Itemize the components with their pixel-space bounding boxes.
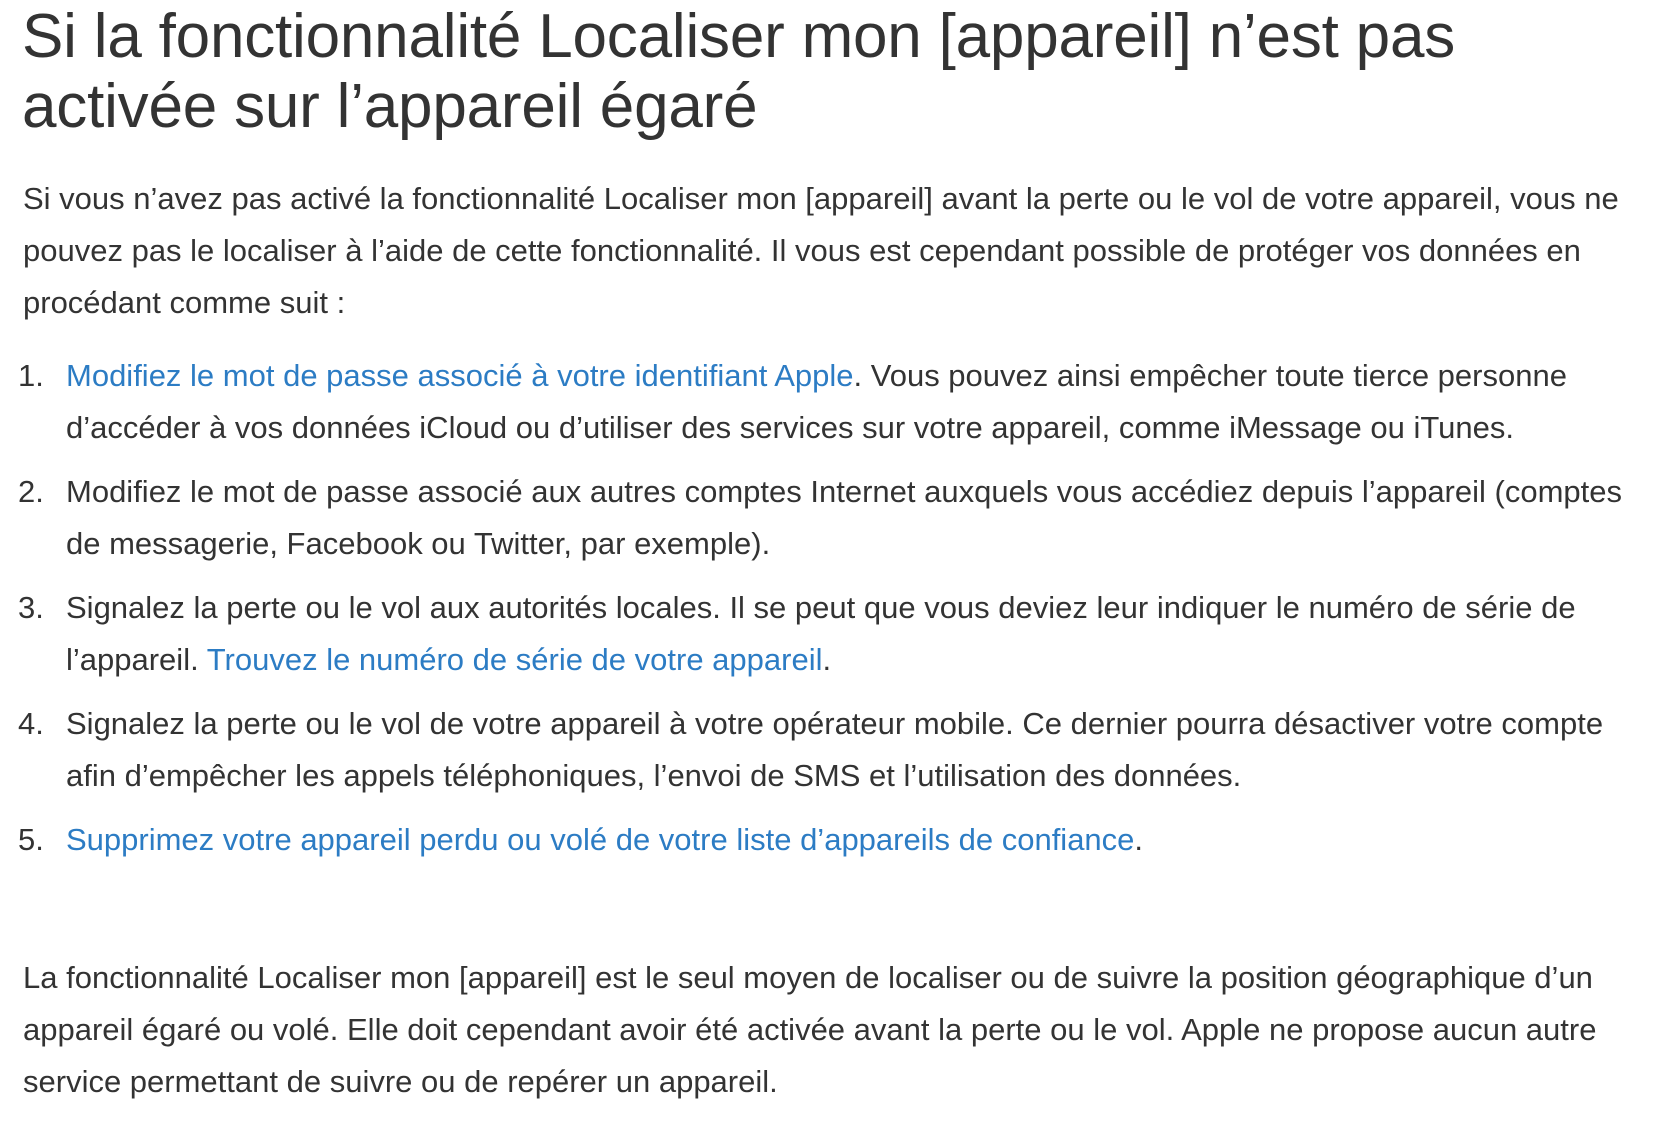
list-item-step-1 xyxy=(18,350,1658,454)
step-text: Signalez la perte ou le vol aux autorités locales. Il se peut que vous deviez leur indiquer le numéro de série de l’appareil. xyxy=(66,590,1576,677)
step-text: Modifiez le mot de passe associé aux autres comptes Internet auxquels vous accédiez depuis l’appareil (comptes de messagerie, Facebook ou Twitter, par exemple). xyxy=(66,474,1622,561)
step-number: 4. xyxy=(18,706,44,741)
step-text: Signalez la perte ou le vol de votre appareil à votre opérateur mobile. Ce dernier pourra désactiver votre compte afin d’empêcher les appels téléphoniques, l’envoi de SMS et l’utilisation des données. xyxy=(66,706,1604,793)
list-item-step-2 xyxy=(18,466,1658,570)
step-number: 5. xyxy=(18,822,44,857)
step-text: . xyxy=(1134,822,1144,857)
intro-paragraph: Si vous n’avez pas activé la fonctionnalité Localiser mon [appareil] avant la perte ou le vol de votre appareil, vous ne pouvez pas le localiser à l’aide de cette fonctionnalité. Il vous est cependant possible de protéger vos données en procédant comme suit : xyxy=(23,181,1619,320)
step-number: 3. xyxy=(18,590,44,625)
list-item-step-5 xyxy=(18,814,1658,866)
steps-list xyxy=(18,350,1658,878)
list-item-step-3 xyxy=(18,582,1658,686)
step-number: 2. xyxy=(18,474,44,509)
find-serial-number-link[interactable]: Trouvez le numéro de série de votre appareil xyxy=(206,642,823,677)
step-number: 1. xyxy=(18,358,44,393)
outro-paragraph: La fonctionnalité Localiser mon [appareil] est le seul moyen de localiser ou de suivre la position géographique d’un appareil égaré ou volé. Elle doit cependant avoir été activée avant la perte ou le vol. Apple ne propose aucun autre service permettant de suivre ou de repérer un appareil. xyxy=(23,960,1597,1099)
step-text: . Vous pouvez ainsi empêcher toute tierce personne d’accéder à vos données iCloud ou d’utiliser des services sur votre appareil, comme iMessage ou iTunes. xyxy=(66,358,1567,445)
change-apple-id-password-link[interactable]: Modifiez le mot de passe associé à votre identifiant Apple xyxy=(66,358,854,393)
step-text-after: . xyxy=(822,642,832,677)
remove-trusted-device-link[interactable]: Supprimez votre appareil perdu ou volé de votre liste d’appareils de confiance xyxy=(66,822,1135,857)
article-title: Si la fonctionnalité Localiser mon [appareil] n’est pas activée sur l’appareil égaré xyxy=(22,2,1456,141)
list-item-step-4 xyxy=(18,698,1658,802)
